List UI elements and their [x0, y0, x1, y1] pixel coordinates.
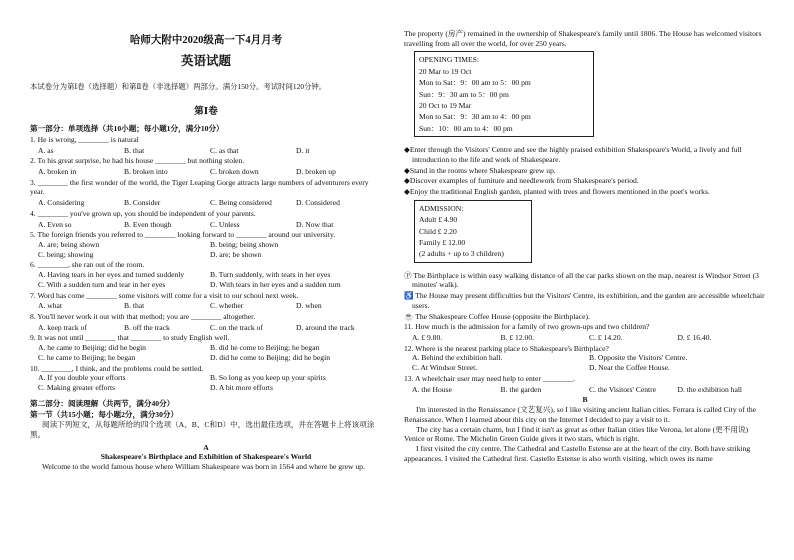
- passage-b-letter: B: [582, 395, 588, 405]
- option: D. £ 16.40.: [677, 333, 712, 343]
- question-options: [412, 363, 766, 373]
- feature-bullet: ◆Stand in the rooms where Shakespeare grew up.: [404, 165, 556, 175]
- option: B. being; being shown: [210, 239, 279, 249]
- option: A. If you double your efforts: [38, 373, 126, 383]
- option: D. Near the Coffee House.: [589, 363, 670, 373]
- school-title: 哈师大附中2020级高一下4月月考: [129, 35, 283, 46]
- option: D. it: [296, 145, 310, 155]
- part2-heading: 第二部分：阅读理解（共两节，满分40分）: [30, 398, 175, 408]
- question-options: [38, 220, 382, 230]
- box-line: 20 Oct to 19 Mar: [419, 101, 472, 110]
- box-line: Sun：10：00 am to 4：00 pm: [419, 123, 513, 133]
- option: A. £ 9.80.: [412, 333, 443, 343]
- part2-instruction: 阅读下列短文，从每题所给的四个选项（A、B、C和D）中，选出最佳选项，并在答题卡上将该项涂黑。: [30, 420, 375, 439]
- question-options: [38, 323, 382, 333]
- question-stem: 9. It was not until ________ that ________ to study English well.: [30, 333, 230, 343]
- option: C. on the track of: [210, 322, 263, 332]
- option: B. Even though: [124, 219, 172, 229]
- option: D. are; be shown: [210, 249, 262, 259]
- option: D. the exhibition hall: [677, 384, 743, 394]
- option: C. Making greater efforts: [38, 383, 116, 393]
- option: C. broken down: [210, 166, 259, 176]
- option: A. keep track of: [38, 322, 87, 332]
- option: A. Even so: [38, 219, 72, 229]
- option: D. broken up: [296, 166, 336, 176]
- admission-box: [414, 200, 532, 263]
- question-options: [38, 353, 382, 363]
- question-stem: 7. Word has come ________ some visitors will come for a visit to our school next week.: [30, 290, 299, 300]
- option: B. broken into: [124, 166, 168, 176]
- parking-note: Ⓟ The Birthplace is within easy walking distance of all the car parks shown on the map, nearest is Windsor Street (3 minutes' walk).: [404, 270, 759, 290]
- question-options: [38, 240, 382, 250]
- question-options: [38, 167, 382, 177]
- option: D. did he come to Beijing; did he begin: [210, 352, 331, 362]
- option: C. Unless: [210, 219, 240, 229]
- box-line: Adult £ 4.90: [419, 215, 458, 225]
- passage-paragraph: The property (房产) remained in the ownership of Shakespeare's family until 1806. The House has welcomed visitors travelling from all over the world, for over 250 years.: [404, 29, 762, 48]
- option: D. around the track: [296, 322, 355, 332]
- option: B. £ 12.00.: [500, 333, 535, 343]
- part1-heading: 第一部分：单项选择（共10小题；每小题1分，满分10分）: [30, 124, 224, 134]
- question-options: [38, 301, 382, 311]
- option: A. the House: [412, 384, 452, 394]
- question-options: [38, 270, 382, 280]
- option: C. £ 14.20.: [589, 333, 623, 343]
- option: C. Being considered: [210, 198, 272, 208]
- question-options: [412, 353, 766, 363]
- opening-times-box: [414, 51, 594, 137]
- option: C. At Windsor Street.: [412, 363, 478, 373]
- exam-intro: 本试卷分为第Ⅰ卷（选择题）和第Ⅱ卷（非选择题）两部分。满分150分。考试时间120分钟。: [30, 82, 327, 92]
- box-line: (2 adults + up to 3 children): [419, 249, 504, 259]
- option: D. With tears in her eyes and a sudden turn: [210, 279, 341, 289]
- option: C. being; showing: [38, 249, 94, 259]
- passage-first-paragraph: Welcome to the world famous house where William Shakespeare was born in 1564 and where he grew up.: [42, 462, 365, 472]
- option: B. off the track: [124, 322, 170, 332]
- option: B. So long as you keep up your spirits: [210, 373, 326, 383]
- option: B. that: [124, 145, 145, 155]
- passage-letter: A: [203, 442, 209, 452]
- option: C. whether: [210, 301, 244, 311]
- question-stem: 6. ________, she ran out of the room.: [30, 260, 145, 270]
- question-options: [38, 373, 382, 383]
- option: A. broken in: [38, 166, 77, 176]
- question-options: [412, 385, 766, 395]
- question-stem: 8. You'll never work it out with that method; you are ________ altogether.: [30, 312, 256, 321]
- option: B. did he come to Beijing; he began: [210, 343, 320, 353]
- box-line: Child £ 2.20: [419, 226, 457, 236]
- question-options: [412, 333, 766, 343]
- option: D. Now that: [296, 219, 334, 229]
- right-column: [404, 0, 766, 463]
- option: A. as: [38, 145, 54, 155]
- passage-b-paragraph: I first visited the city centre. The Cathedral and Castello Estense are at the heart of the city. Both have striking appearances. I visited the Cathedral first. Castello Estense is also worth visiting, which owes its name: [404, 443, 751, 463]
- question-stem: 5. The foreign friends you referred to ________ looking forward to ________ around our university.: [30, 230, 336, 240]
- question-options: [38, 250, 382, 260]
- coffee-note: ☕ The Shakespeare Coffee House (opposite the Birthplace).: [404, 311, 590, 321]
- box-line: 20 Mar to 19 Oct: [419, 66, 472, 76]
- left-column: [30, 0, 382, 472]
- question-options: [38, 383, 382, 393]
- option: B. the garden: [500, 384, 542, 394]
- question-options: [38, 198, 382, 208]
- option: C. the Visitors' Centre: [589, 384, 657, 394]
- option: A. Considering: [38, 198, 85, 208]
- passage-b-paragraph: The city has a certain charm, but I find it isn't as great as other Italian cities like Verona, let alone (更不用说) Venice or Rome. The Michelin Green Guide gives it two stars, which is right.: [404, 424, 749, 444]
- option: D. A bit more efforts: [210, 383, 273, 393]
- question-stem: 4. ________ you've grown up, you should be independent of your parents.: [30, 208, 256, 218]
- option: B. that: [124, 301, 145, 311]
- option: A. what: [38, 301, 63, 311]
- feature-bullet: ◆Discover examples of furniture and needlework from Shakespeare's period.: [404, 176, 639, 186]
- option: A. Behind the exhibition hall.: [412, 353, 503, 363]
- passage-b-paragraph: I'm interested in the Renaissance (文艺复兴), so I like visiting ancient Italian cities. Ferrara is called City of the Renaissance. When I learned about this city on the Internet I decided to pay a visit to it.: [404, 405, 757, 424]
- box-line: OPENING TIMES:: [419, 55, 479, 65]
- option: C. as that: [210, 145, 239, 155]
- question-options: [38, 146, 382, 156]
- box-line: Family £ 12.00: [419, 237, 466, 247]
- question-stem: 2. To his great surprise, he had his house ________ but nothing stolen.: [30, 156, 245, 166]
- option: C. he came to Beijing; he began: [38, 352, 136, 362]
- question-stem: 12. Where is the nearest parking place to Shakespeare's Birthplace?: [404, 343, 609, 353]
- volume-heading: 第Ⅰ卷: [194, 106, 218, 117]
- box-line: Mon to Sat：9：30 am to 4：00 pm: [419, 112, 531, 122]
- option: D. Considered: [296, 198, 340, 208]
- question-options: [38, 343, 382, 353]
- question-options: [38, 280, 382, 290]
- option: C. With a sudden turn and tear in her eyes: [38, 279, 166, 289]
- passage-title: Shakespeare's Birthplace and Exhibition of Shakespeare's World: [100, 452, 312, 462]
- exam-title: 英语试题: [180, 54, 231, 69]
- option: A. Having tears in her eyes and turned suddenly: [38, 270, 185, 280]
- option: B. Opposite the Visitors' Centre.: [589, 353, 688, 363]
- option: B. Consider: [124, 198, 161, 208]
- question-stem: 3. ________ the first wonder of the world, the Tiger Leaping Gorge attracts large numbers of adventurers every year.: [30, 177, 369, 197]
- option: D. when: [296, 301, 322, 311]
- box-line: ADMISSION:: [419, 203, 464, 213]
- question-list: [30, 135, 382, 393]
- part2-sub-heading: 第一节（共15小题；每小题2分，满分30分）: [30, 410, 179, 420]
- option: B. Turn suddenly, with tears in her eyes: [210, 270, 331, 280]
- feature-bullet: ◆Enjoy the traditional English garden, planted with trees and flowers mentioned in the poet's works.: [404, 187, 710, 197]
- question-stem: 1. He is wrong, ________ is natural: [30, 134, 139, 144]
- question-stem: 10. ________, I think, and the problems could be settled.: [30, 363, 204, 373]
- option: A. are; being shown: [38, 239, 100, 249]
- box-line: Mon to Sat：9：00 am to 5：00 pm: [419, 78, 531, 88]
- feature-bullet: ◆Enter through the Visitors' Centre and see the highly praised exhibition Shakespeare's World, a lively and full introduction to the life and work of Shakespeare.: [404, 145, 742, 164]
- option: A. he came to Beijing; did he begin: [38, 343, 146, 353]
- question-stem: 13. A wheelchair user may need help to enter ________.: [404, 373, 576, 383]
- box-line: Sun：9：30 am to 5：00 pm: [419, 89, 509, 99]
- wheelchair-note: ♿ The House may present difficulties but the Visitors' Centre, its exhibition, and the garden are accessible wheelchair users.: [404, 291, 765, 310]
- question-stem: 11. How much is the admission for a family of two grown-ups and two children?: [404, 322, 650, 332]
